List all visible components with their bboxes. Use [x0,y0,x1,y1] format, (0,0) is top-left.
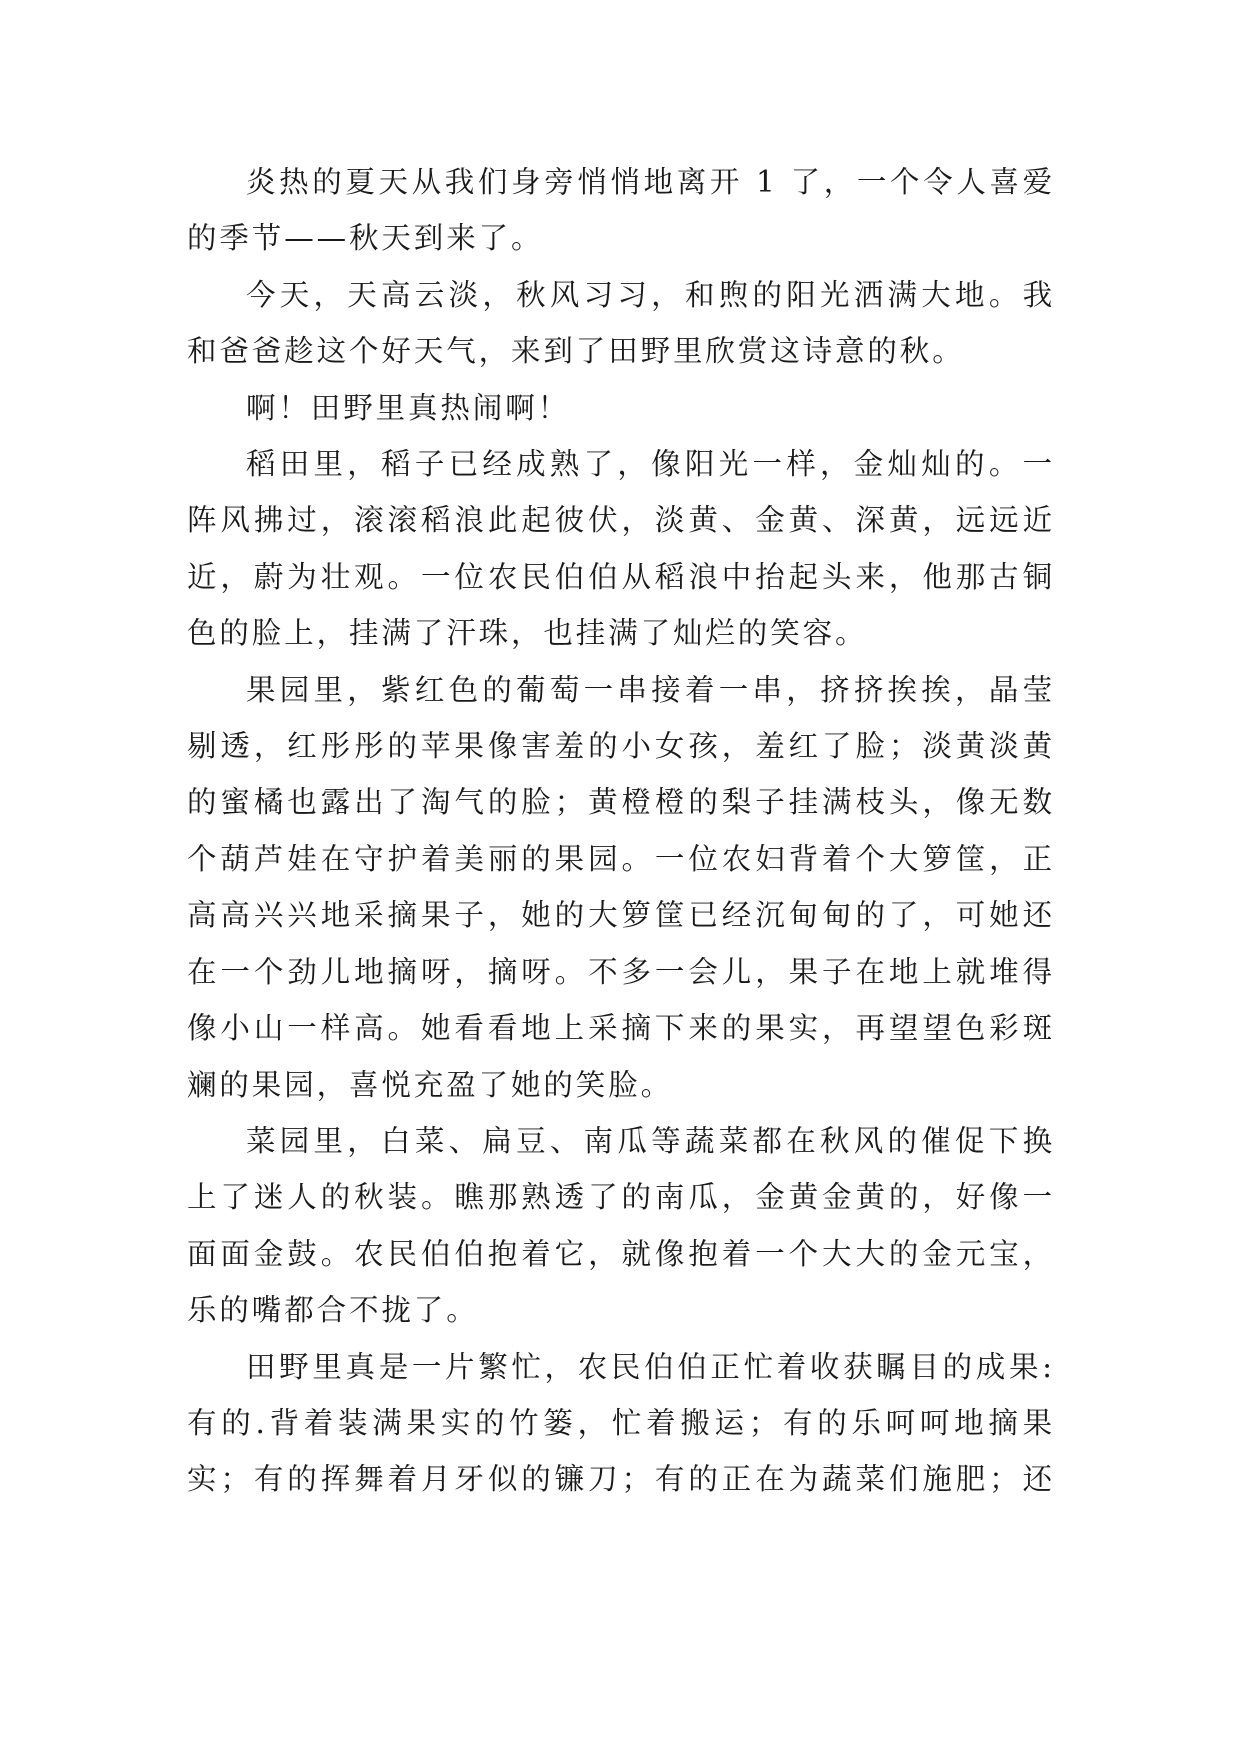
paragraph-weather: 今天，天高云淡，秋风习习，和煦的阳光洒满大地。我和爸爸趁这个好天气，来到了田野里欣赏这诗意的秋。 [187,277,1055,369]
paragraph-exclaim: 啊！田野里真热闹啊！ [246,390,571,425]
paragraph-vegetable-garden: 菜园里，白菜、扁豆、南瓜等蔬菜都在秋风的催促下换上了迷人的秋装。瞧那熟透了的南瓜，金黄金黄的，好像一面面金鼓。农民伯伯抱着它，就像抱着一个大大的金元宝，乐的嘴都合不拢了。 [187,1123,1055,1328]
paragraph-intro: 炎热的夏天从我们身旁悄悄地离开 1 了，一个令人喜爱的季节——秋天到来了。 [187,165,1055,256]
paragraph-orchard: 果园里，紫红色的葡萄一串接着一串，挤挤挨挨，晶莹剔透，红彤彤的苹果像害羞的小女孩，羞红了脸；淡黄淡黄的蜜橘也露出了淘气的脸；黄橙橙的梨子挂满枝头，像无数个葫芦娃在守护着美丽的果园。一位农妇背着个大箩筐，正高高兴兴地采摘果子，她的大箩筐已经沉甸甸的了，可她还在一个劲儿地摘呀，摘呀。不多一会儿，果子在地上就堆得像小山一样高。她看看地上采摘下来的果实，再望望色彩斑斓的果园，喜悦充盈了她的笑脸。 [187,672,1055,1102]
essay-body [187,154,1055,1508]
paragraph-busy-fields: 田野里真是一片繁忙，农民伯伯正忙着收获瞩目的成果:有的.背着装满果实的竹篓，忙着搬运；有的乐呵呵地摘果实；有的挥舞着月牙似的镰刀；有的正在为蔬菜们施肥；还 [187,1349,1055,1497]
paragraph-rice-field: 稻田里，稻子已经成熟了，像阳光一样，金灿灿的。一阵风拂过，滚滚稻浪此起彼伏，淡黄、金黄、深黄，远远近近，蔚为壮观。一位农民伯伯从稻浪中抬起头来，他那古铜色的脸上，挂满了汗珠，也挂满了灿烂的笑容。 [187,447,1055,651]
